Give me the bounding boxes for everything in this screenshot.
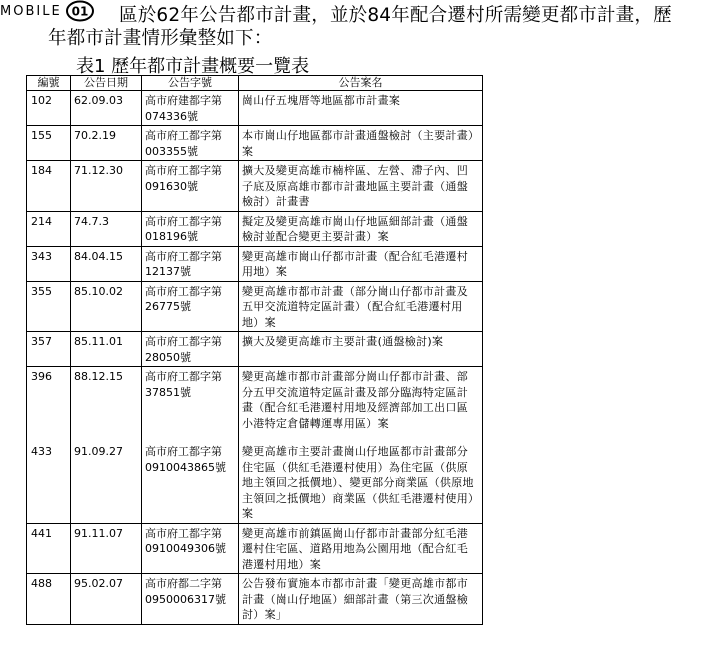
svg-text:01: 01	[71, 4, 89, 19]
cell-case-name: 擬定及變更高雄市崗山仔地區細部計畫（通盤檢討並配合變更主要計畫）案	[239, 211, 483, 246]
cell-case-name: 變更高雄市前鎮區崗山仔都市計畫部分紅毛港遷村住宅區、道路用地為公園用地（配合紅毛港遷村用地）案	[239, 523, 483, 574]
cell-case-name: 變更高雄市都市計畫（部分崗山仔都市計畫及五甲交流道特定區計畫）（配合紅毛港遷村用地）案	[239, 281, 483, 332]
cell-doc-number: 高市府都二字第0950006317號	[142, 574, 239, 625]
cell-code: 102	[27, 91, 71, 126]
table-row	[27, 432, 483, 523]
cell-case-name: 變更高雄市主要計畫崗山仔地區都市計畫部分住宅區（供紅毛港遷村使用）為住宅區（供原地主領回之抵價地）、變更部分商業區（供原地主領回之抵價地）商業區（供紅毛港遷村使用）案	[239, 432, 483, 523]
header-case-name: 公告案名	[239, 76, 483, 91]
intro-line-1: 區於62年公告都市計畫，並於84年配合遷村所需變更都市計畫，歷	[119, 5, 672, 26]
cell-date: 62.09.03	[71, 91, 142, 126]
header-code: 編號	[27, 76, 71, 91]
cell-code: 214	[27, 211, 71, 246]
logo-text: MOBILE	[0, 3, 62, 19]
cell-date: 74.7.3	[71, 211, 142, 246]
table-row	[27, 126, 483, 161]
cell-case-name: 擴大及變更高雄市楠梓區、左營、滯子內、凹子底及原高雄市都市計畫地區主要計畫（通盤檢討）計畫書	[239, 161, 483, 212]
cell-case-name: 崗山仔五塊厝等地區都市計畫案	[239, 91, 483, 126]
table-header-row	[27, 76, 483, 91]
cell-date: 88.12.15	[71, 367, 142, 433]
header-doc-number: 公告字號	[142, 76, 239, 91]
cell-code: 155	[27, 126, 71, 161]
cell-date: 95.02.07	[71, 574, 142, 625]
cell-date: 70.2.19	[71, 126, 142, 161]
cell-code: 355	[27, 281, 71, 332]
cell-code: 343	[27, 246, 71, 281]
cell-case-name: 擴大及變更高雄市主要計畫(通盤檢討)案	[239, 332, 483, 367]
cell-code: 357	[27, 332, 71, 367]
table-row	[27, 246, 483, 281]
cell-doc-number: 高市府工都字第26775號	[142, 281, 239, 332]
cell-code: 184	[27, 161, 71, 212]
table-row	[27, 332, 483, 367]
cell-doc-number: 高市府工都字第12137號	[142, 246, 239, 281]
table-row	[27, 91, 483, 126]
cell-doc-number: 高市府工都字第003355號	[142, 126, 239, 161]
cell-code: 396	[27, 367, 71, 433]
intro-paragraph	[48, 4, 713, 50]
cell-code: 488	[27, 574, 71, 625]
table-row	[27, 574, 483, 625]
cell-code: 433	[27, 432, 71, 523]
cell-date: 91.09.27	[71, 432, 142, 523]
table-row	[27, 281, 483, 332]
table-row	[27, 523, 483, 574]
table-row	[27, 161, 483, 212]
cell-doc-number: 高市府工都字第0910043865號	[142, 432, 239, 523]
cell-date: 85.10.02	[71, 281, 142, 332]
cell-doc-number: 高市府工都字第37851號	[142, 367, 239, 433]
table-caption: 表1 歷年都市計畫概要一覽表	[76, 56, 310, 77]
table-row	[27, 211, 483, 246]
cell-case-name: 變更高雄市崗山仔都市計畫（配合紅毛港遷村用地）案	[239, 246, 483, 281]
cell-case-name: 本市崗山仔地區都市計畫通盤檢討（主要計畫）案	[239, 126, 483, 161]
table-row	[27, 367, 483, 433]
cell-code: 441	[27, 523, 71, 574]
header-date: 公告日期	[71, 76, 142, 91]
cell-doc-number: 高市府工都字第091630號	[142, 161, 239, 212]
cell-date: 84.04.15	[71, 246, 142, 281]
urban-plan-table	[26, 75, 483, 625]
cell-date: 71.12.30	[71, 161, 142, 212]
cell-doc-number: 高市府工都字第0910049306號	[142, 523, 239, 574]
cell-doc-number: 高市府工都字第28050號	[142, 332, 239, 367]
cell-date: 85.11.01	[71, 332, 142, 367]
cell-date: 91.11.07	[71, 523, 142, 574]
cell-case-name: 公告發布實施本市都市計畫「變更高雄市都市計畫（崗山仔地區）細部計畫（第三次通盤檢討）案」	[239, 574, 483, 625]
intro-line-2: 年都市計畫情形彙整如下：	[48, 28, 273, 49]
cell-case-name: 變更高雄市都市計畫部分崗山仔都市計畫、部分五甲交流道特定區計畫及部分臨海特定區計畫（配合紅毛港遷村用地及經濟部加工出口區小港特定倉儲轉運專用區）案	[239, 367, 483, 433]
cell-doc-number: 高市府建都字第074336號	[142, 91, 239, 126]
cell-doc-number: 高市府工都字第018196號	[142, 211, 239, 246]
